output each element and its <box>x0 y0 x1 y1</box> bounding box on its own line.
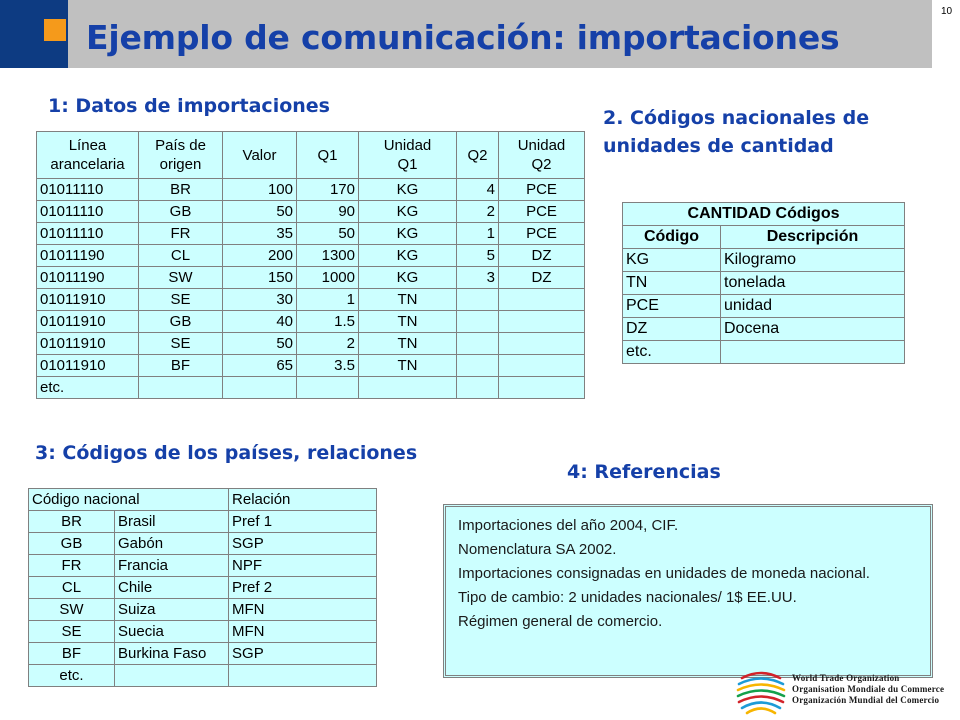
country-codes-header-relation: Relación <box>229 489 377 511</box>
table-cell: MFN <box>229 599 377 621</box>
table-cell: KG <box>623 249 721 272</box>
table-cell: SW <box>139 267 223 289</box>
table-row <box>37 223 585 245</box>
table-cell: 30 <box>223 289 297 311</box>
table-cell <box>499 289 585 311</box>
reference-item: Tipo de cambio: 2 unidades nacionales/ 1$ EE.UU. <box>458 589 797 606</box>
table-cell: BR <box>139 179 223 201</box>
reference-item: Importaciones del año 2004, CIF. <box>458 517 679 534</box>
table-cell: Brasil <box>115 511 229 533</box>
table-cell: GB <box>139 201 223 223</box>
logo-stripe <box>739 679 783 685</box>
table-cell: KG <box>359 245 457 267</box>
table-cell: Burkina Faso <box>115 643 229 665</box>
table-cell: Suecia <box>115 621 229 643</box>
table-cell <box>457 355 499 377</box>
table-cell <box>721 341 905 364</box>
table-cell: KG <box>359 267 457 289</box>
table-cell: 1 <box>457 223 499 245</box>
table-cell: Gabón <box>115 533 229 555</box>
table-cell <box>139 377 223 399</box>
units-heading <box>603 104 869 160</box>
country-codes-header-row <box>29 489 377 511</box>
imports-header-row <box>37 132 585 179</box>
table-cell: SE <box>139 333 223 355</box>
table-cell: KG <box>359 223 457 245</box>
table-row <box>623 249 905 272</box>
table-cell: 01011110 <box>37 179 139 201</box>
table-row <box>623 341 905 364</box>
table-cell: 1 <box>297 289 359 311</box>
table-cell: SGP <box>229 533 377 555</box>
table-cell: etc. <box>29 665 115 687</box>
table-cell: unidad <box>721 295 905 318</box>
table-row <box>29 599 377 621</box>
imports-header-unit-q2: Unidad Q2 <box>499 132 585 179</box>
units-heading-line2: unidades de cantidad <box>603 135 834 157</box>
logo-stripe <box>739 697 783 703</box>
table-cell: CL <box>139 245 223 267</box>
table-cell: 65 <box>223 355 297 377</box>
table-cell: 2 <box>457 201 499 223</box>
table-cell: PCE <box>499 223 585 245</box>
table-cell: NPF <box>229 555 377 577</box>
table-cell: 5 <box>457 245 499 267</box>
table-cell: 50 <box>223 333 297 355</box>
table-cell <box>499 311 585 333</box>
table-cell: 01011190 <box>37 245 139 267</box>
table-cell: DZ <box>499 267 585 289</box>
table-cell: FR <box>29 555 115 577</box>
table-row <box>37 333 585 355</box>
table-cell: KG <box>359 201 457 223</box>
table-cell: 1300 <box>297 245 359 267</box>
table-row <box>29 577 377 599</box>
table-row <box>37 311 585 333</box>
table-cell: PCE <box>499 179 585 201</box>
table-cell: GB <box>139 311 223 333</box>
table-row <box>623 272 905 295</box>
table-cell: TN <box>359 289 457 311</box>
reference-item: Importaciones consignadas en unidades de moneda nacional. <box>458 565 870 582</box>
quantity-codes-table <box>622 202 905 364</box>
table-cell: Kilogramo <box>721 249 905 272</box>
table-cell: KG <box>359 179 457 201</box>
table-cell <box>359 377 457 399</box>
table-cell: 4 <box>457 179 499 201</box>
table-cell: TN <box>359 333 457 355</box>
table-cell: 50 <box>223 201 297 223</box>
table-cell: DZ <box>623 318 721 341</box>
table-cell: 3 <box>457 267 499 289</box>
table-cell: 100 <box>223 179 297 201</box>
table-cell: SW <box>29 599 115 621</box>
table-cell: 01011910 <box>37 289 139 311</box>
table-cell: 200 <box>223 245 297 267</box>
wto-name-lines <box>792 673 944 706</box>
table-row <box>37 179 585 201</box>
logo-stripe <box>738 685 784 691</box>
slide-title: Ejemplo de comunicación: importaciones <box>86 18 840 57</box>
table-cell: etc. <box>37 377 139 399</box>
logo-stripe <box>747 709 775 714</box>
table-cell <box>499 333 585 355</box>
table-cell: TN <box>623 272 721 295</box>
table-cell: TN <box>359 311 457 333</box>
table-cell <box>457 333 499 355</box>
wto-globe-icon <box>734 666 788 718</box>
table-row <box>29 665 377 687</box>
table-cell: BF <box>139 355 223 377</box>
countries-heading: 3: Códigos de los países, relaciones <box>35 442 418 464</box>
imports-header-q2: Q2 <box>457 132 499 179</box>
quantity-codes-header-row <box>623 226 905 249</box>
page-number: 10 <box>941 6 953 17</box>
table-cell: 50 <box>297 223 359 245</box>
table-cell: Francia <box>115 555 229 577</box>
imports-header-q1: Q1 <box>297 132 359 179</box>
table-cell: Chile <box>115 577 229 599</box>
table-row <box>37 355 585 377</box>
table-cell <box>499 355 585 377</box>
logo-stripe <box>738 691 784 697</box>
table-cell: CL <box>29 577 115 599</box>
table-cell: Pref 2 <box>229 577 377 599</box>
table-cell: 35 <box>223 223 297 245</box>
reference-item: Nomenclatura SA 2002. <box>458 541 617 558</box>
table-cell: GB <box>29 533 115 555</box>
table-row <box>37 289 585 311</box>
quantity-codes-header-description: Descripción <box>721 226 905 249</box>
table-cell: 1.5 <box>297 311 359 333</box>
table-cell <box>457 377 499 399</box>
table-cell <box>229 665 377 687</box>
imports-header-origin: País de origen <box>139 132 223 179</box>
table-row <box>29 555 377 577</box>
references-list <box>446 507 930 631</box>
table-cell <box>457 311 499 333</box>
wto-name-spanish: Organización Mundial del Comercio <box>792 695 940 705</box>
table-cell: Pref 1 <box>229 511 377 533</box>
table-cell: PCE <box>623 295 721 318</box>
reference-item: Régimen general de comercio. <box>458 613 663 630</box>
table-cell: 01011910 <box>37 355 139 377</box>
quantity-codes-title-row <box>623 203 905 226</box>
table-cell: 90 <box>297 201 359 223</box>
table-row <box>29 511 377 533</box>
references-box <box>443 504 933 678</box>
table-cell: 1000 <box>297 267 359 289</box>
table-row <box>29 643 377 665</box>
table-row <box>623 318 905 341</box>
table-cell: 150 <box>223 267 297 289</box>
table-cell: 170 <box>297 179 359 201</box>
table-cell: MFN <box>229 621 377 643</box>
title-accent-orange-square <box>44 19 66 41</box>
references-heading: 4: Referencias <box>567 461 721 483</box>
table-row <box>37 245 585 267</box>
table-row <box>29 621 377 643</box>
table-row <box>29 533 377 555</box>
quantity-codes-title: CANTIDAD Códigos <box>623 203 905 226</box>
table-cell: Suiza <box>115 599 229 621</box>
table-cell <box>297 377 359 399</box>
table-cell: BF <box>29 643 115 665</box>
table-cell: 01011110 <box>37 223 139 245</box>
table-cell: tonelada <box>721 272 905 295</box>
table-cell <box>499 377 585 399</box>
imports-header-unit-q1: Unidad Q1 <box>359 132 457 179</box>
table-cell: DZ <box>499 245 585 267</box>
table-cell: 3.5 <box>297 355 359 377</box>
country-codes-header-national-code: Código nacional <box>29 489 229 511</box>
table-cell: SE <box>139 289 223 311</box>
imports-header-value: Valor <box>223 132 297 179</box>
table-cell: etc. <box>623 341 721 364</box>
wto-name-french: Organisation Mondiale du Commerce <box>792 684 945 694</box>
table-cell: 2 <box>297 333 359 355</box>
table-row <box>37 267 585 289</box>
imports-heading: 1: Datos de importaciones <box>48 95 330 117</box>
table-cell: Docena <box>721 318 905 341</box>
table-cell: 01011190 <box>37 267 139 289</box>
table-cell: 01011110 <box>37 201 139 223</box>
logo-stripe <box>742 703 780 709</box>
table-cell: 01011910 <box>37 311 139 333</box>
wto-name-english: World Trade Organization <box>792 673 900 683</box>
table-cell: 40 <box>223 311 297 333</box>
quantity-codes-header-code: Código <box>623 226 721 249</box>
units-heading-line1: 2. Códigos nacionales de <box>603 107 870 129</box>
table-cell: SGP <box>229 643 377 665</box>
table-row <box>623 295 905 318</box>
imports-header-tariff-line: Línea arancelaria <box>37 132 139 179</box>
table-cell: 01011910 <box>37 333 139 355</box>
country-codes-table <box>28 488 377 687</box>
table-cell: PCE <box>499 201 585 223</box>
table-cell: BR <box>29 511 115 533</box>
table-cell: TN <box>359 355 457 377</box>
table-cell: SE <box>29 621 115 643</box>
imports-table <box>36 131 585 399</box>
table-cell <box>115 665 229 687</box>
table-row <box>37 377 585 399</box>
table-cell: FR <box>139 223 223 245</box>
table-row <box>37 201 585 223</box>
table-cell <box>457 289 499 311</box>
table-cell <box>223 377 297 399</box>
